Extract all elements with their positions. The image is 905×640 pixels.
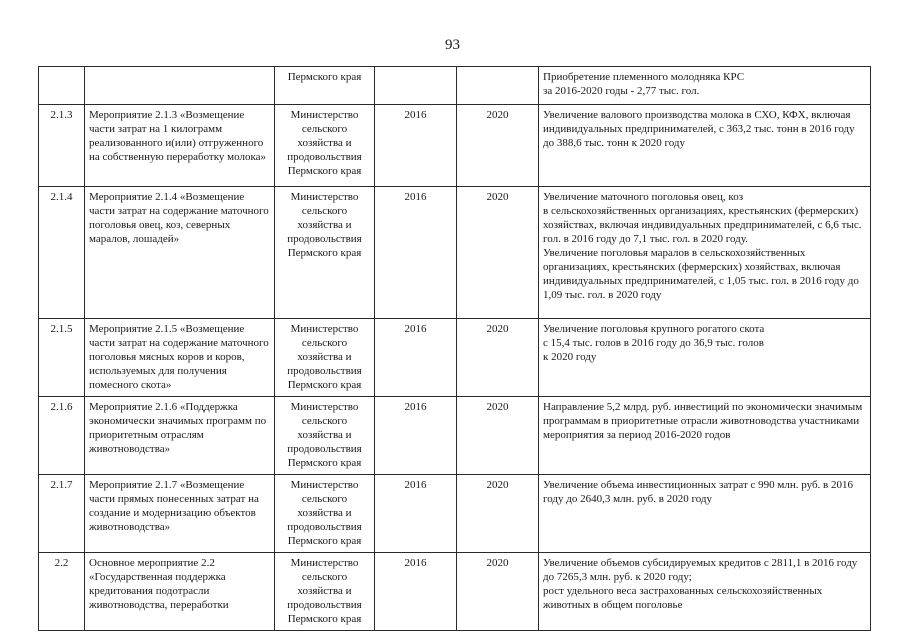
- end-year-cell: 2020: [457, 319, 539, 397]
- row-number-cell: 2.1.5: [39, 319, 85, 397]
- executor-cell: Министерство сельского хозяйства и продовольствия Пермского края: [275, 105, 375, 187]
- measure-name-cell: Мероприятие 2.1.6 «Поддержка экономически значимых программ по приоритетным отраслям животноводства»: [85, 397, 275, 475]
- measure-name-cell: Мероприятие 2.1.5 «Возмещение части затрат на содержание маточного поголовья мясных коров и коров, используемых для получения помесного скота»: [85, 319, 275, 397]
- table-row: [39, 475, 871, 553]
- row-number-cell: 2.1.4: [39, 187, 85, 319]
- result-cell: Увеличение валового производства молока в СХО, КФХ, включая индивидуальных предпринимателей, с 363,2 тыс. тонн в 2016 году до 388,6 тыс. тонн к 2020 году: [539, 105, 871, 187]
- measure-name-cell: Мероприятие 2.1.4 «Возмещение части затрат на содержание маточного поголовья овец, коз, северных маралов, лошадей»: [85, 187, 275, 319]
- start-year-cell: 2016: [375, 475, 457, 553]
- result-cell: Увеличение объема инвестиционных затрат с 990 млн. руб. в 2016 году до 2640,3 млн. руб. в 2020 году: [539, 475, 871, 553]
- end-year-cell: [457, 67, 539, 105]
- start-year-cell: 2016: [375, 397, 457, 475]
- row-number-cell: [39, 67, 85, 105]
- executor-cell: Министерство сельского хозяйства и продовольствия Пермского края: [275, 397, 375, 475]
- measure-name-cell: Мероприятие 2.1.3 «Возмещение части затрат на 1 килограмм реализованного и(или) отгруженного на собственную переработку молока»: [85, 105, 275, 187]
- result-cell: Направление 5,2 млрд. руб. инвестиций по экономически значимым программам в приоритетные отрасли животноводства участниками мероприятия за период 2016-2020 годов: [539, 397, 871, 475]
- executor-cell: Министерство сельского хозяйства и продовольствия Пермского края: [275, 187, 375, 319]
- result-cell: Увеличение маточного поголовья овец, коз в сельскохозяйственных организациях, крестьянских (фермерских) хозяйствах, включая индивидуальных предпринимателей, с 6,6 тыс. гол. в 2016 году до 7,1 тыс. гол. в 2020 году. Увеличение поголовья маралов в сельскохозяйственных организациях, крестьянских (фермерских) хозяйствах, включая индивидуальных предпринимателей, с 1,05 тыс. гол. в 2016 году до 1,09 тыс. гол. в 2020 году: [539, 187, 871, 319]
- executor-cell: Министерство сельского хозяйства и продовольствия Пермского края: [275, 475, 375, 553]
- start-year-cell: 2016: [375, 187, 457, 319]
- executor-cell: Министерство сельского хозяйства и продовольствия Пермского края: [275, 553, 375, 631]
- executor-cell: Министерство сельского хозяйства и продовольствия Пермского края: [275, 319, 375, 397]
- table-row: [39, 319, 871, 397]
- measure-name-cell: Мероприятие 2.1.7 «Возмещение части прямых понесенных затрат на создание и модернизацию объектов животноводства»: [85, 475, 275, 553]
- start-year-cell: 2016: [375, 105, 457, 187]
- end-year-cell: 2020: [457, 105, 539, 187]
- measures-table: [38, 66, 871, 631]
- table-row: [39, 553, 871, 631]
- row-number-cell: 2.1.7: [39, 475, 85, 553]
- row-number-cell: 2.1.6: [39, 397, 85, 475]
- end-year-cell: 2020: [457, 553, 539, 631]
- result-cell: Приобретение племенного молодняка КРС за 2016-2020 годы - 2,77 тыс. гол.: [539, 67, 871, 105]
- page-number: 93: [445, 37, 460, 53]
- measure-name-cell: Основное мероприятие 2.2 «Государственная поддержка кредитования подотрасли животноводства, переработки: [85, 553, 275, 631]
- start-year-cell: 2016: [375, 319, 457, 397]
- table-row: [39, 105, 871, 187]
- table-row: [39, 187, 871, 319]
- table-row: [39, 397, 871, 475]
- end-year-cell: 2020: [457, 397, 539, 475]
- row-number-cell: 2.2: [39, 553, 85, 631]
- result-cell: Увеличение объемов субсидируемых кредитов с 2811,1 в 2016 году до 7265,3 млн. руб. к 2020 году; рост удельного веса застрахованных сельскохозяйственных животных в общем поголовье: [539, 553, 871, 631]
- result-cell: Увеличение поголовья крупного рогатого скота с 15,4 тыс. голов в 2016 году до 36,9 тыс. голов к 2020 году: [539, 319, 871, 397]
- row-number-cell: 2.1.3: [39, 105, 85, 187]
- table-row: [39, 67, 871, 105]
- start-year-cell: [375, 67, 457, 105]
- start-year-cell: 2016: [375, 553, 457, 631]
- end-year-cell: 2020: [457, 475, 539, 553]
- executor-cell: Пермского края: [275, 67, 375, 105]
- end-year-cell: 2020: [457, 187, 539, 319]
- measure-name-cell: [85, 67, 275, 105]
